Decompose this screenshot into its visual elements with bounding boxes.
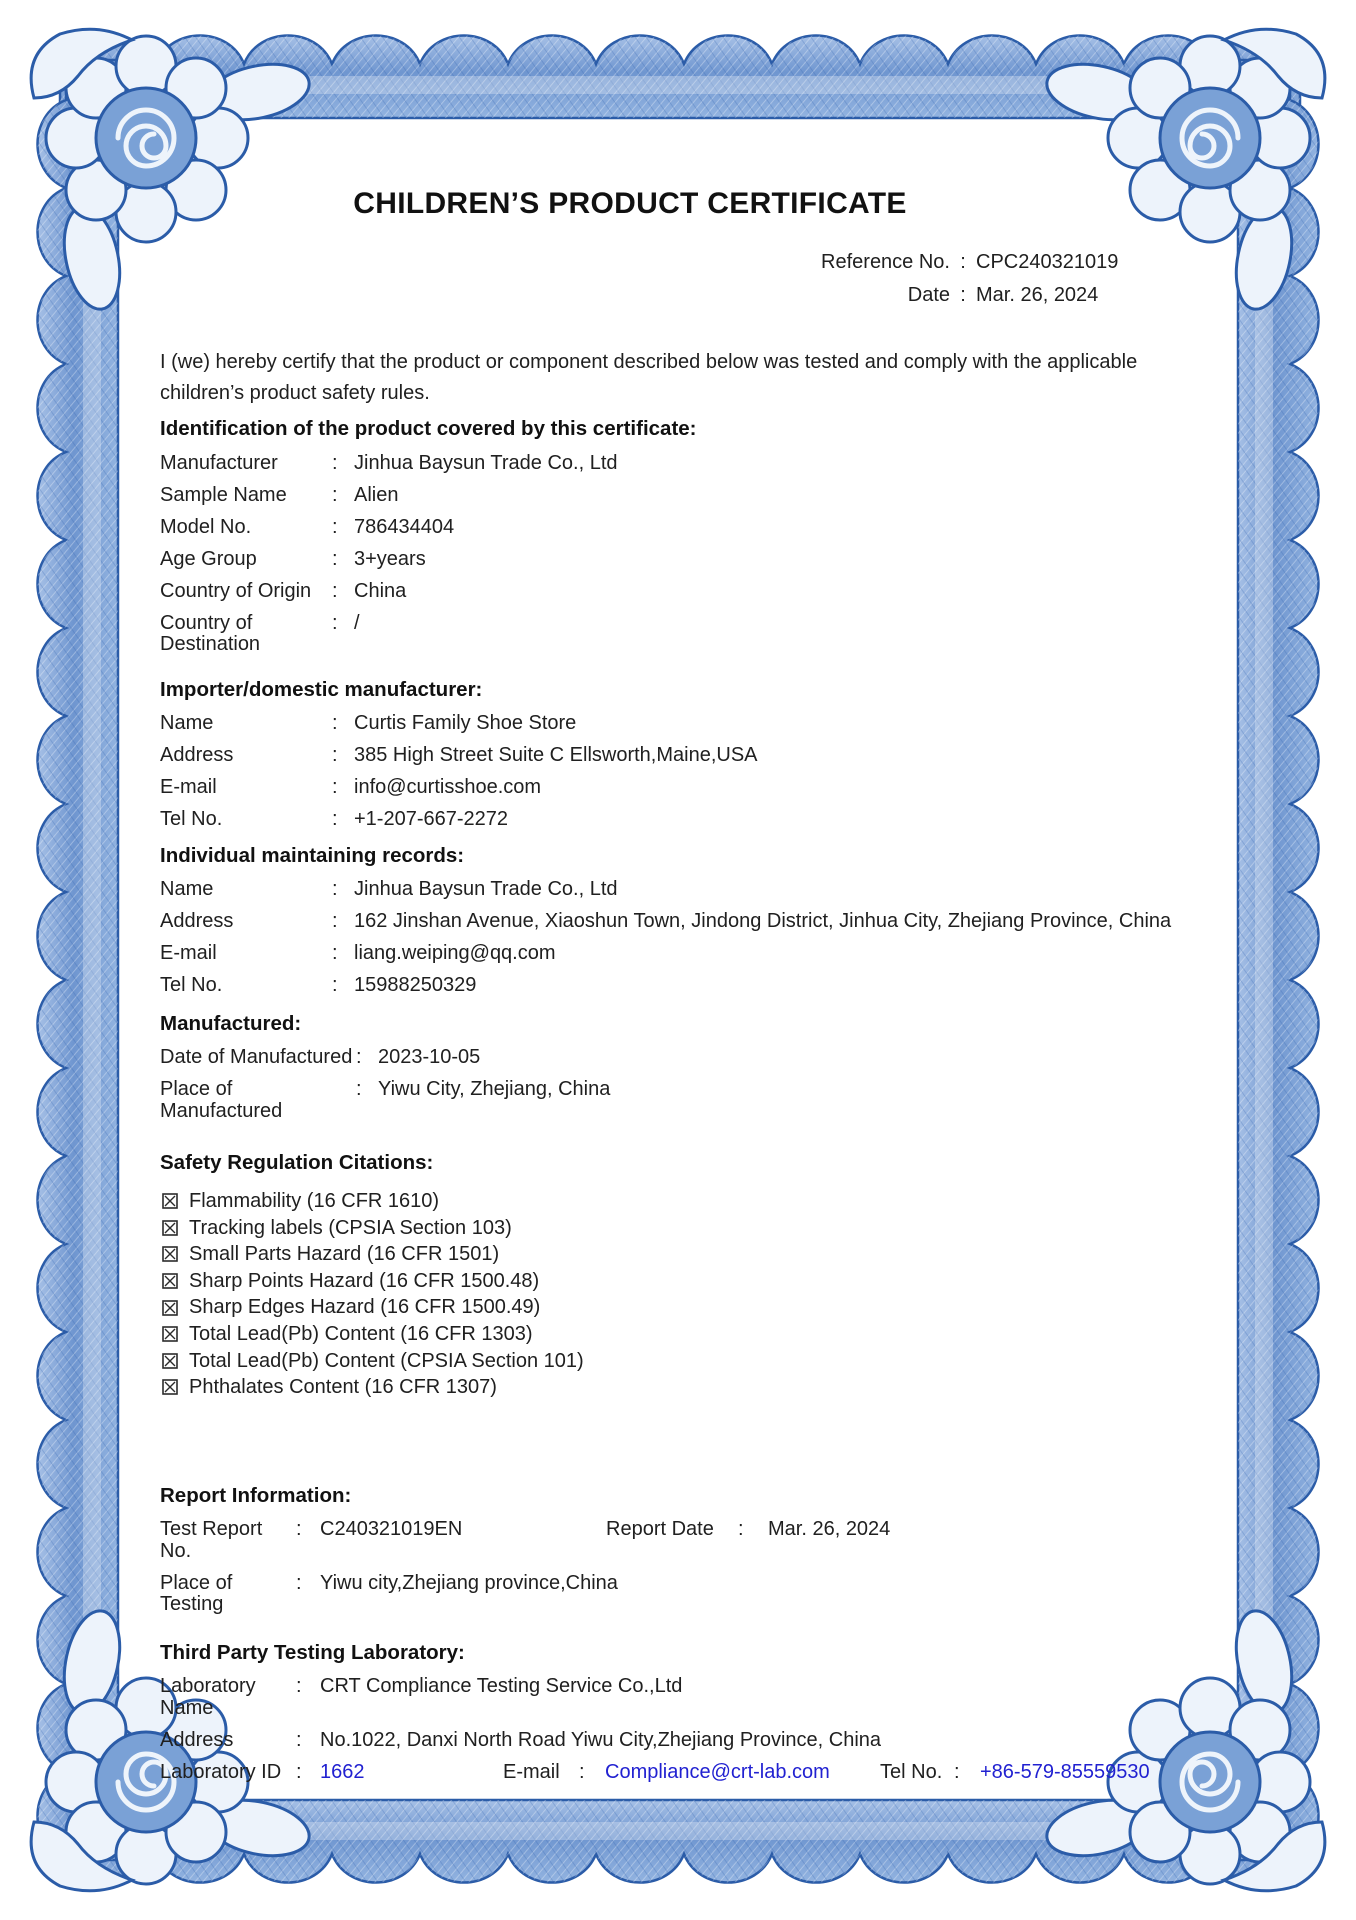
row-value: +1-207-667-2272 [354, 808, 509, 830]
citation-label: Sharp Points Hazard (16 CFR 1500.48) [189, 1269, 540, 1292]
checked-checkbox-icon [162, 1220, 178, 1236]
date-row [790, 279, 1212, 312]
colon: : [579, 1760, 585, 1783]
row-label: Test Report No. [160, 1518, 263, 1562]
row-label: Tel No. [160, 808, 223, 830]
row-label: Laboratory Name [160, 1675, 256, 1719]
laboratory-email-link[interactable]: Compliance@crt-lab.com [605, 1760, 830, 1783]
row-label: Tel No. [880, 1760, 943, 1783]
row-label: E-mail [503, 1760, 560, 1783]
colon: : [332, 451, 338, 474]
citation-label: Flammability (16 CFR 1610) [189, 1190, 440, 1212]
section-heading-safety: Safety Regulation Citations: [160, 1151, 434, 1174]
colon: : [332, 974, 338, 996]
row-value: info@curtisshoe.com [354, 776, 542, 798]
table-row [160, 1676, 1212, 1719]
section-heading-laboratory: Third Party Testing Laboratory: [160, 1640, 465, 1664]
table-row [160, 1047, 1212, 1069]
citation-label: Small Parts Hazard (16 CFR 1501) [189, 1243, 500, 1266]
place-of-testing-value: Yiwu city,Zhejiang province,China [320, 1571, 618, 1594]
table-row [160, 613, 1212, 656]
colon: : [332, 878, 338, 900]
colon: : [332, 776, 338, 798]
checked-checkbox-icon [162, 1353, 178, 1369]
colon: : [356, 1078, 362, 1100]
checked-checkbox-icon [162, 1273, 178, 1289]
section-heading-report: Report Information: [160, 1483, 352, 1507]
table-row [160, 1573, 1212, 1616]
table-row [160, 453, 1212, 475]
table-row [160, 713, 1212, 735]
colon: : [296, 1728, 302, 1751]
row-label: Date of Manufactured [160, 1046, 353, 1068]
row-value: 786434404 [354, 515, 455, 538]
page-title: CHILDREN’S PRODUCT CERTIFICATE [353, 187, 907, 220]
row-label: Address [160, 744, 234, 766]
table-row [160, 517, 1212, 539]
section-heading-importer: Importer/domestic manufacturer: [160, 677, 483, 701]
table-row [160, 1519, 1212, 1562]
colon: : [332, 808, 338, 830]
reference-value: CPC240321019 [976, 251, 1119, 273]
colon: : [332, 547, 338, 570]
row-value: China [354, 579, 407, 602]
section-heading-manufactured: Manufactured: [160, 1011, 302, 1035]
colon: : [332, 744, 338, 766]
row-label: Name [160, 712, 214, 734]
table-row [160, 745, 1212, 767]
importer-rows [160, 713, 1212, 831]
reference-row [790, 246, 1212, 279]
colon: : [296, 1675, 302, 1698]
table-row [160, 911, 1212, 933]
checked-checkbox-icon [162, 1326, 178, 1342]
colon: : [738, 1518, 744, 1541]
table-row [160, 549, 1212, 571]
reference-label: Reference No. [821, 251, 950, 273]
citation-label: Total Lead(Pb) Content (16 CFR 1303) [189, 1322, 533, 1345]
citation-label: Sharp Edges Hazard (16 CFR 1500.49) [189, 1296, 541, 1319]
row-label: Sample Name [160, 483, 287, 506]
colon: : [332, 712, 338, 734]
laboratory-rows [160, 1676, 1212, 1783]
section-heading-identification: Identification of the product covered by this certificate: [160, 417, 697, 440]
row-value: Jinhua Baysun Trade Co., Ltd [354, 878, 618, 900]
colon: : [332, 483, 338, 506]
row-value: Curtis Family Shoe Store [354, 712, 577, 734]
table-row [160, 943, 1212, 965]
identification-rows [160, 453, 1212, 656]
laboratory-tel-link[interactable]: +86-579-85559530 [980, 1760, 1150, 1783]
list-item [160, 1215, 1212, 1242]
table-row [160, 809, 1212, 831]
citation-label: Total Lead(Pb) Content (CPSIA Section 101) [189, 1349, 584, 1372]
colon: : [332, 611, 338, 634]
row-label: E-mail [160, 776, 217, 798]
table-row [160, 1730, 1212, 1752]
test-report-value: C240321019EN [320, 1518, 463, 1541]
date-label: Date [907, 284, 950, 306]
table-row [160, 1762, 1212, 1784]
colon: : [296, 1760, 302, 1783]
row-value: liang.weiping@qq.com [354, 942, 556, 964]
safety-citation-list [160, 1188, 1212, 1401]
colon: : [960, 284, 966, 306]
laboratory-address-value: No.1022, Danxi North Road Yiwu City,Zhejiang Province, China [320, 1728, 882, 1751]
manufactured-rows [160, 1047, 1212, 1122]
list-item [160, 1348, 1212, 1375]
colon: : [296, 1571, 302, 1594]
row-label: Place of Testing [160, 1571, 233, 1616]
table-row [160, 879, 1212, 901]
certification-statement: I (we) hereby certify that the product or component described below was tested and comply with the applicable children’s product safety rules. [160, 351, 1138, 404]
table-row [160, 975, 1212, 997]
date-value: Mar. 26, 2024 [976, 284, 1099, 306]
report-rows [160, 1519, 1212, 1616]
row-label: Laboratory ID [160, 1760, 282, 1783]
table-row [160, 581, 1212, 603]
certificate-content [160, 0, 1212, 1783]
row-value: 2023-10-05 [378, 1046, 481, 1068]
table-row [160, 485, 1212, 507]
row-label: Age Group [160, 547, 257, 570]
checked-checkbox-icon [162, 1300, 178, 1316]
list-item [160, 1321, 1212, 1348]
row-label: Address [160, 910, 234, 932]
row-label: Country of Origin [160, 579, 312, 602]
row-value: 385 High Street Suite C Ellsworth,Maine,USA [354, 744, 758, 766]
reference-block [790, 246, 1212, 312]
checked-checkbox-icon [162, 1379, 178, 1395]
row-label: Place of Manufactured [160, 1078, 283, 1122]
row-value: / [354, 611, 360, 634]
row-label: Country of Destination [160, 611, 261, 655]
table-row [160, 1079, 1212, 1122]
citation-label: Tracking labels (CPSIA Section 103) [189, 1216, 512, 1239]
colon: : [356, 1046, 362, 1068]
list-item [160, 1241, 1212, 1268]
colon: : [332, 942, 338, 964]
list-item [160, 1268, 1212, 1295]
colon: : [332, 579, 338, 602]
row-label: Name [160, 878, 214, 900]
row-label: Model No. [160, 515, 252, 538]
colon: : [954, 1760, 960, 1783]
row-value: Jinhua Baysun Trade Co., Ltd [354, 451, 618, 474]
row-value: 162 Jinshan Avenue, Xiaoshun Town, Jindong District, Jinhua City, Zhejiang Province, China [354, 910, 1172, 932]
row-label: Manufacturer [160, 451, 278, 474]
table-row [160, 777, 1212, 799]
report-date-value: Mar. 26, 2024 [768, 1518, 891, 1541]
citation-label: Phthalates Content (16 CFR 1307) [189, 1376, 497, 1399]
section-heading-records: Individual maintaining records: [160, 843, 465, 867]
row-value: 3+years [354, 547, 426, 570]
row-label: Address [160, 1728, 234, 1751]
colon: : [332, 515, 338, 538]
row-value: 15988250329 [354, 974, 477, 996]
list-item [160, 1188, 1212, 1215]
row-label: Report Date [606, 1518, 714, 1541]
row-label: Tel No. [160, 974, 223, 996]
row-value: Yiwu City, Zhejiang, China [378, 1078, 611, 1100]
row-label: E-mail [160, 942, 217, 964]
checked-checkbox-icon [162, 1193, 178, 1209]
laboratory-name-value: CRT Compliance Testing Service Co.,Ltd [320, 1675, 683, 1698]
laboratory-id-link[interactable]: 1662 [320, 1760, 365, 1783]
colon: : [960, 251, 966, 273]
row-value: Alien [354, 483, 399, 506]
checked-checkbox-icon [162, 1246, 178, 1262]
list-item [160, 1374, 1212, 1401]
colon: : [296, 1518, 302, 1541]
list-item [160, 1294, 1212, 1321]
colon: : [332, 910, 338, 932]
records-rows [160, 879, 1212, 997]
